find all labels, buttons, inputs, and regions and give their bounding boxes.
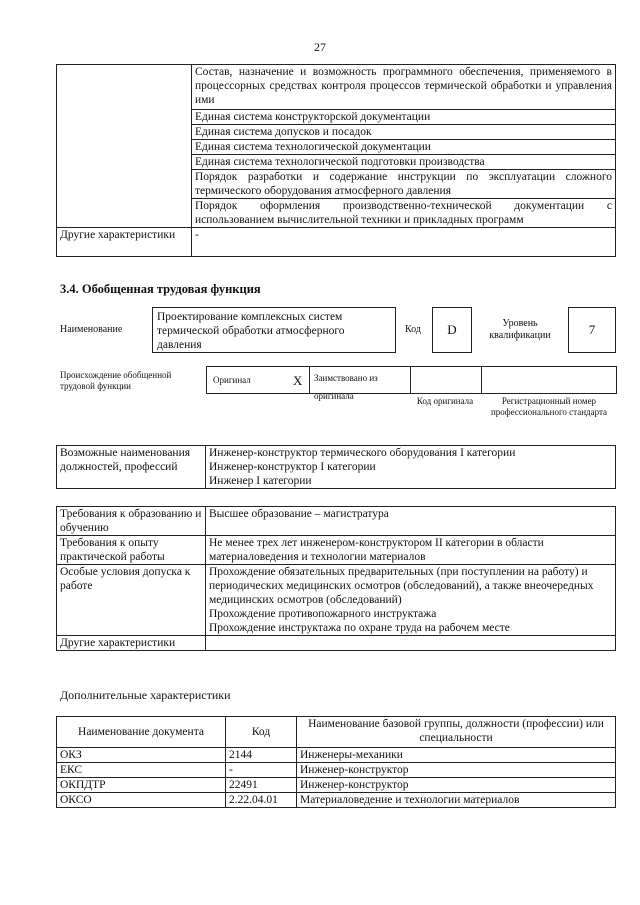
- position-item: Инженер-конструктор I категории: [209, 461, 376, 473]
- doc-code: 2.22.04.01: [226, 793, 297, 808]
- positions-label: Возможные наименования должностей, профессий: [57, 446, 206, 489]
- special-condition-item: Прохождение противопожарного инструктажа: [209, 608, 437, 620]
- knowledge-row: Единая система допусков и посадок: [192, 125, 616, 140]
- special-conditions-label: Особые условия допуска к работе: [57, 565, 206, 636]
- experience-value: Не менее трех лет инженером-конструктором II категории в области материаловедения и технологии материалов: [206, 536, 616, 565]
- positions-values: [206, 446, 616, 489]
- header-code: Код: [226, 717, 297, 748]
- origin-label: Происхождение обобщенной трудовой функции: [60, 370, 172, 391]
- borrowed-label: Заимствовано из оригинала: [314, 373, 378, 401]
- other-characteristics-value-2: [206, 636, 616, 651]
- level-label: Уровень квалификации: [489, 318, 551, 341]
- origin-reg-box: [481, 366, 617, 394]
- positions-table: [56, 445, 616, 489]
- code-value: D: [447, 322, 457, 337]
- other-characteristics-label-2: Другие характеристики: [57, 636, 206, 651]
- doc-group: Инженер-конструктор: [297, 778, 616, 793]
- special-condition-item: Прохождение инструктажа по охране труда на рабочем месте: [209, 622, 510, 634]
- doc-group: Инженер-конструктор: [297, 763, 616, 778]
- doc-group: Материаловедение и технологии материалов: [297, 793, 616, 808]
- name-label: Наименование: [60, 324, 123, 335]
- knowledge-row: Единая система конструкторской документации: [192, 110, 616, 125]
- header-document: Наименование документа: [57, 717, 226, 748]
- reg-number-caption: Регистрационный номер профессионального стандарта: [490, 396, 608, 417]
- additional-title: Дополнительные характеристики: [60, 688, 231, 702]
- level-value: 7: [588, 322, 596, 337]
- knowledge-row: Состав, назначение и возможность программного обеспечения, применяемого в процессорных средствах контроля процессов термической обработки и управления ими: [192, 65, 616, 110]
- doc-group: Инженеры-механики: [297, 748, 616, 763]
- doc-name: ОКСО: [57, 793, 226, 808]
- doc-code: 22491: [226, 778, 297, 793]
- doc-name: ОКПДТР: [57, 778, 226, 793]
- doc-code: 2144: [226, 748, 297, 763]
- education-value: Высшее образование – магистратура: [206, 507, 616, 536]
- header-group: Наименование базовой группы, должности (профессии) или специальности: [297, 717, 616, 748]
- page-number: 27: [314, 40, 326, 54]
- section-title: 3.4. Обобщенная трудовая функция: [60, 282, 261, 296]
- table-row: [57, 748, 616, 763]
- special-condition-item: Прохождение обязательных предварительных (при поступлении на работу) и периодических медицинских осмотров (обследований), а также внеочередных медицинских осмотров (обследований): [209, 566, 594, 606]
- knowledge-label-cell: [57, 65, 192, 228]
- position-item: Инженер-конструктор термического оборудования I категории: [209, 447, 516, 459]
- doc-name: ОКЗ: [57, 748, 226, 763]
- experience-label: Требования к опыту практической работы: [57, 536, 206, 565]
- knowledge-table: [56, 64, 616, 257]
- code-label: Код: [405, 324, 421, 335]
- knowledge-row: Порядок оформления производственно-технической документации с использованием вычислительной техники и прикладных программ: [192, 199, 616, 228]
- knowledge-row: Единая система технологической подготовки производства: [192, 155, 616, 170]
- doc-name: ЕКС: [57, 763, 226, 778]
- code-box: [432, 307, 472, 353]
- table-row: [57, 763, 616, 778]
- function-name-box: [152, 307, 396, 353]
- function-name-value: Проектирование комплексных систем термической обработки атмосферного давления: [157, 311, 345, 351]
- code-original-caption: Код оригинала: [416, 396, 474, 406]
- origin-borrowed-box: [309, 366, 411, 401]
- origin-original-box: [206, 366, 310, 394]
- other-characteristics-value: -: [192, 228, 616, 257]
- doc-code: -: [226, 763, 297, 778]
- original-mark: X: [293, 373, 303, 388]
- special-conditions-values: [206, 565, 616, 636]
- original-label: Оригинал: [213, 375, 251, 385]
- position-item: Инженер I категории: [209, 475, 312, 487]
- table-row: [57, 778, 616, 793]
- other-characteristics-label: Другие характеристики: [57, 228, 192, 257]
- education-label: Требования к образованию и обучению: [57, 507, 206, 536]
- table-row: [57, 793, 616, 808]
- level-box: [568, 307, 616, 353]
- requirements-table: [56, 506, 616, 651]
- knowledge-row: Порядок разработки и содержание инструкции по эксплуатации сложного термического оборудования атмосферного давления: [192, 170, 616, 199]
- origin-code-box: [410, 366, 482, 394]
- additional-table: [56, 716, 616, 808]
- knowledge-row: Единая система технологической документации: [192, 140, 616, 155]
